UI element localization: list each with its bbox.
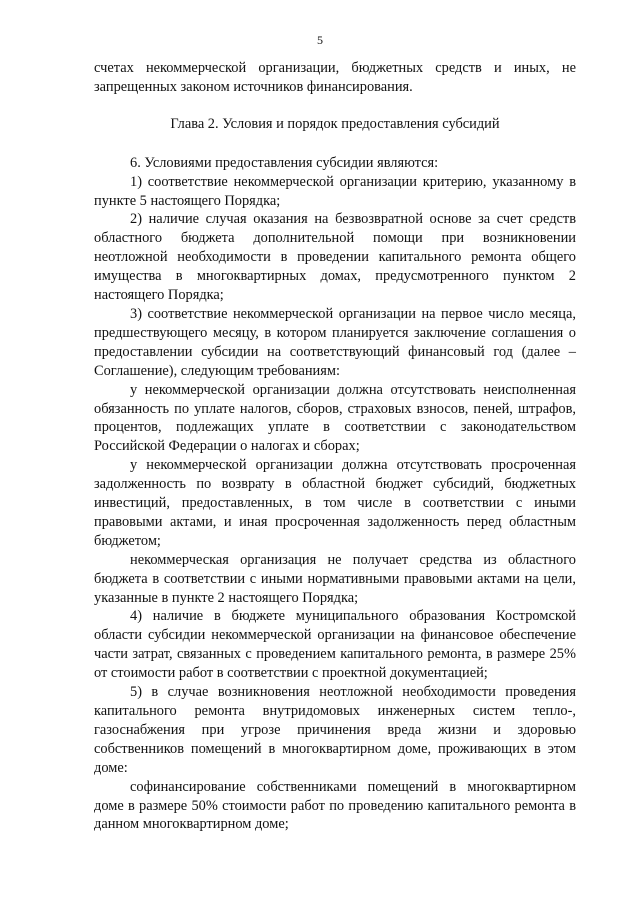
chapter-heading: Глава 2. Условия и порядок предоставления субсидий [170, 115, 500, 132]
paragraph: 5) в случае возникновения неотложной необходимости проведения капитального ремонта внутридомовых инженерных систем тепло-, газоснабжения при угрозе причинения вреда жизни и здоровью собственников помещений в многоквартирном доме, проживающих в этом доме: [94, 684, 576, 776]
page-number: 5 [317, 33, 323, 47]
paragraph: софинансирование собственниками помещений в многоквартирном доме в размере 50% стоимости работ по проведению капитального ремонта в данном многоквартирном доме; [94, 778, 576, 833]
paragraph: 6. Условиями предоставления субсидии являются: [130, 154, 439, 171]
paragraph: у некоммерческой организации должна отсутствовать просроченная задолженность по возврату в областной бюджет субсидий, бюджетных инвестиций, предоставленных, в том числе в соответствии с иными правовыми актами, и иная просроченная задолженность перед областным бюджетом; [94, 457, 576, 549]
paragraph: 4) наличие в бюджете муниципального образования Костромской области субсидии некоммерческой организации на финансовое обеспечение части затрат, связанных с проведением капитального ремонта, в размере 25% от стоимости работ в соответствии с проектной документацией; [94, 608, 576, 682]
intro-continuation: счетах некоммерческой организации, бюджетных средств и иных, не запрещенных законом источников финансирования. [94, 60, 576, 95]
document-body [94, 59, 576, 834]
paragraph: 3) соответствие некоммерческой организации на первое число месяца, предшествующего месяцу, в котором планируется заключение соглашения о предоставлении субсидии на соответствующий финансовый год (далее – Соглашение), следующим требованиям: [94, 305, 576, 379]
paragraph: 1) соответствие некоммерческой организации критерию, указанному в пункте 5 настоящего Порядка; [94, 173, 576, 209]
paragraph: некоммерческая организация не получает средства из областного бюджета в соответствии с иными нормативными правовыми актами на цели, указанные в пункте 2 настоящего Порядка; [94, 551, 576, 606]
paragraph: у некоммерческой организации должна отсутствовать неисполненная обязанность по уплате налогов, сборов, страховых взносов, пеней, штрафов, процентов, подлежащих уплате в соответствии с законодательством Российской Федерации о налогах и сборах; [94, 381, 576, 455]
paragraph: 2) наличие случая оказания на безвозвратной основе за счет средств областного бюджета дополнительной помощи при возникновении неотложной необходимости в проведении капитального ремонта общего имущества в многоквартирных домах, предусмотренного пунктом 2 настоящего Порядка; [94, 211, 576, 304]
